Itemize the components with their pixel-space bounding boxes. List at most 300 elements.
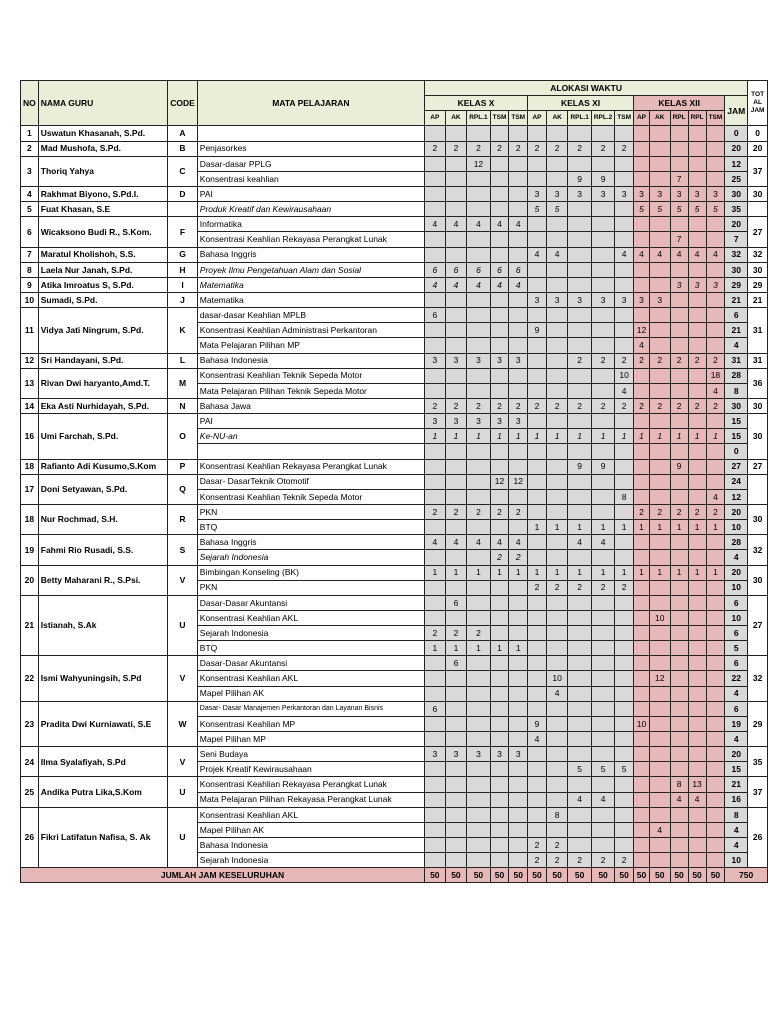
hour-cell: [467, 716, 490, 731]
teacher-no: 12: [21, 353, 39, 368]
hour-cell: [591, 732, 614, 747]
header-subcol: AK: [445, 111, 467, 126]
hour-cell: 6: [425, 308, 446, 323]
hour-cell: [568, 838, 591, 853]
hour-cell: 1: [670, 520, 688, 535]
hour-cell: [568, 202, 591, 217]
hour-cell: [591, 338, 614, 353]
teacher-no: 10: [21, 292, 39, 307]
hour-cell: [490, 323, 509, 338]
hour-cell: 3: [490, 414, 509, 429]
hour-cell: 1: [688, 520, 706, 535]
hour-cell: 6: [425, 262, 446, 277]
hour-cell: [528, 792, 547, 807]
hour-cell: [649, 777, 670, 792]
header-kelas-xii: KELAS XII: [634, 96, 725, 111]
hour-cell: [445, 777, 467, 792]
hour-cell: [467, 444, 490, 459]
hour-cell: [467, 671, 490, 686]
hour-cell: [490, 459, 509, 474]
hour-cell: [490, 383, 509, 398]
hour-cell: [706, 626, 725, 641]
hour-cell: 1: [615, 565, 634, 580]
hour-cell: [467, 489, 490, 504]
hour-cell: [568, 595, 591, 610]
subject-jam: 4: [725, 822, 748, 837]
hour-cell: [634, 308, 650, 323]
hour-cell: [615, 686, 634, 701]
footer-cell: 50: [706, 868, 725, 883]
hour-cell: [688, 641, 706, 656]
hour-cell: [649, 747, 670, 762]
table-row: [21, 277, 768, 292]
table-row: [21, 777, 768, 792]
hour-cell: 2: [615, 580, 634, 595]
hour-cell: 5: [615, 762, 634, 777]
hour-cell: 4: [509, 277, 528, 292]
teacher-total: 31: [748, 353, 768, 368]
hour-cell: [649, 126, 670, 141]
hour-cell: [615, 550, 634, 565]
teacher-no: 2: [21, 141, 39, 156]
hour-cell: [528, 368, 547, 383]
hour-cell: [568, 777, 591, 792]
hour-cell: [490, 822, 509, 837]
hour-cell: [615, 822, 634, 837]
hour-cell: 1: [425, 429, 446, 444]
hour-cell: [546, 217, 568, 232]
hour-cell: 2: [706, 398, 725, 413]
hour-cell: [568, 323, 591, 338]
hour-cell: 2: [546, 838, 568, 853]
hour-cell: 2: [467, 504, 490, 519]
hour-cell: [706, 126, 725, 141]
hour-cell: 4: [490, 535, 509, 550]
teacher-name: Ismi Wahyuningsih, S.Pd: [38, 656, 167, 701]
hour-cell: [445, 368, 467, 383]
hour-cell: [688, 338, 706, 353]
hour-cell: [509, 701, 528, 716]
hour-cell: [490, 126, 509, 141]
hour-cell: [509, 202, 528, 217]
hour-cell: 3: [509, 414, 528, 429]
teacher-name: Laela Nur Janah, S.Pd.: [38, 262, 167, 277]
hour-cell: [591, 595, 614, 610]
hour-cell: [591, 656, 614, 671]
teacher-code: J: [168, 292, 198, 307]
table-row: [21, 141, 768, 156]
teacher-no: 1: [21, 126, 39, 141]
hour-cell: 4: [528, 247, 547, 262]
hour-cell: 2: [528, 398, 547, 413]
hour-cell: [688, 292, 706, 307]
hour-cell: [425, 171, 446, 186]
hour-cell: [706, 414, 725, 429]
hour-cell: 3: [634, 292, 650, 307]
hour-cell: [649, 762, 670, 777]
hour-cell: 1: [490, 641, 509, 656]
hour-cell: [591, 807, 614, 822]
hour-cell: 2: [445, 504, 467, 519]
subject-name: Konsentrasi Keahlian Rekayasa Perangkat Lunak: [197, 777, 424, 792]
hour-cell: [425, 232, 446, 247]
hour-cell: [546, 701, 568, 716]
hour-cell: [688, 141, 706, 156]
hour-cell: [706, 595, 725, 610]
subject-name: PKN: [197, 580, 424, 595]
hour-cell: [509, 807, 528, 822]
hour-cell: [546, 353, 568, 368]
header-no: NO: [21, 81, 39, 126]
hour-cell: 1: [634, 520, 650, 535]
header-subcol: TSM: [509, 111, 528, 126]
hour-cell: [634, 701, 650, 716]
header-kelas-x: KELAS X: [425, 96, 528, 111]
hour-cell: 3: [670, 277, 688, 292]
hour-cell: [670, 626, 688, 641]
table-row: [21, 308, 768, 323]
hour-cell: [634, 368, 650, 383]
subject-jam: 8: [725, 807, 748, 822]
hour-cell: [706, 777, 725, 792]
hour-cell: [634, 610, 650, 625]
hour-cell: 4: [467, 277, 490, 292]
hour-cell: 10: [615, 368, 634, 383]
hour-cell: 4: [670, 792, 688, 807]
hour-cell: [568, 732, 591, 747]
hour-cell: [445, 171, 467, 186]
hour-cell: 1: [568, 429, 591, 444]
hour-cell: 4: [509, 535, 528, 550]
hour-cell: [528, 444, 547, 459]
hour-cell: [546, 262, 568, 277]
hour-cell: [649, 262, 670, 277]
subject-name: Seni Budaya: [197, 747, 424, 762]
hour-cell: [568, 232, 591, 247]
hour-cell: 3: [490, 353, 509, 368]
hour-cell: [445, 732, 467, 747]
footer-cell: 50: [509, 868, 528, 883]
hour-cell: 2: [490, 504, 509, 519]
subject-jam: 25: [725, 171, 748, 186]
hour-cell: [528, 308, 547, 323]
header-nama-guru: NAMA GURU: [38, 81, 167, 126]
teacher-name: Umi Farchah, S.Pd.: [38, 414, 167, 459]
hour-cell: [546, 414, 568, 429]
subject-jam: 27: [725, 459, 748, 474]
subject-name: Sejarah Indonesia: [197, 853, 424, 868]
subject-name: Konsentrasi Keahlian AKL: [197, 807, 424, 822]
hour-cell: [467, 656, 490, 671]
subject-jam: 0: [725, 126, 748, 141]
hour-cell: [490, 671, 509, 686]
hour-cell: 1: [490, 429, 509, 444]
hour-cell: [528, 762, 547, 777]
hour-cell: [670, 338, 688, 353]
teacher-no: 7: [21, 247, 39, 262]
hour-cell: 10: [649, 610, 670, 625]
header-code: CODE: [168, 81, 198, 126]
hour-cell: 6: [445, 595, 467, 610]
hour-cell: [670, 762, 688, 777]
hour-cell: [649, 383, 670, 398]
teacher-total: 29: [748, 277, 768, 292]
subject-name: Konsentrasi Keahlian MP: [197, 716, 424, 731]
header-subcol: TSM: [490, 111, 509, 126]
hour-cell: 3: [670, 186, 688, 201]
hour-cell: [490, 338, 509, 353]
hour-cell: [670, 292, 688, 307]
hour-cell: 4: [568, 792, 591, 807]
subject-name: Mata Pelajaran Pilihan Teknik Sepeda Motor: [197, 383, 424, 398]
hour-cell: [509, 186, 528, 201]
hour-cell: [490, 186, 509, 201]
footer-cell: 50: [615, 868, 634, 883]
hour-cell: [649, 838, 670, 853]
hour-cell: [634, 383, 650, 398]
subject-name: PAI: [197, 414, 424, 429]
hour-cell: 3: [425, 414, 446, 429]
hour-cell: 4: [425, 535, 446, 550]
table-row: [21, 292, 768, 307]
hour-cell: 9: [670, 459, 688, 474]
hour-cell: [649, 171, 670, 186]
teacher-total: 26: [748, 807, 768, 868]
subject-name: Dasar-Dasar Akuntansi: [197, 656, 424, 671]
hour-cell: [706, 262, 725, 277]
hour-cell: 4: [546, 247, 568, 262]
hour-cell: [568, 368, 591, 383]
hour-cell: [509, 308, 528, 323]
hour-cell: 1: [445, 565, 467, 580]
hour-cell: [509, 610, 528, 625]
hour-cell: [634, 171, 650, 186]
hour-cell: 4: [634, 247, 650, 262]
hour-cell: [509, 292, 528, 307]
hour-cell: 4: [591, 792, 614, 807]
table-row: [21, 656, 768, 671]
subject-name: Dasar- DasarTeknik Otomotif: [197, 474, 424, 489]
hour-cell: [670, 686, 688, 701]
subject-name: Konsentrasi Keahlian AKL: [197, 610, 424, 625]
hour-cell: [528, 126, 547, 141]
table-row: [21, 353, 768, 368]
hour-cell: 8: [546, 807, 568, 822]
hour-cell: [688, 383, 706, 398]
hour-cell: 12: [634, 323, 650, 338]
hour-cell: [706, 838, 725, 853]
hour-cell: [688, 747, 706, 762]
hour-cell: [509, 338, 528, 353]
hour-cell: 1: [591, 429, 614, 444]
hour-cell: 2: [568, 580, 591, 595]
teacher-no: 24: [21, 747, 39, 777]
hour-cell: [445, 762, 467, 777]
teacher-no: 18: [21, 459, 39, 474]
hour-cell: [425, 777, 446, 792]
subject-jam: 20: [725, 141, 748, 156]
header-kelas-xi: KELAS XI: [528, 96, 634, 111]
header-subcol: TSM: [615, 111, 634, 126]
hour-cell: [634, 822, 650, 837]
table-row: [21, 459, 768, 474]
hour-cell: 2: [615, 853, 634, 868]
hour-cell: [649, 217, 670, 232]
hour-cell: 2: [591, 141, 614, 156]
teacher-name: Sumadi, S.Pd.: [38, 292, 167, 307]
hour-cell: [706, 141, 725, 156]
subject-jam: 32: [725, 247, 748, 262]
hour-cell: 2: [467, 141, 490, 156]
hour-cell: 1: [615, 520, 634, 535]
hour-cell: 2: [649, 504, 670, 519]
hour-cell: [649, 853, 670, 868]
hour-cell: [568, 474, 591, 489]
hour-cell: [649, 308, 670, 323]
hour-cell: 5: [591, 762, 614, 777]
hour-cell: [634, 792, 650, 807]
hour-cell: 6: [425, 701, 446, 716]
header-subcol: RPL.1: [467, 111, 490, 126]
hour-cell: [688, 807, 706, 822]
footer-cell: 50: [634, 868, 650, 883]
hour-cell: [649, 716, 670, 731]
hour-cell: [615, 277, 634, 292]
hour-cell: 4: [670, 247, 688, 262]
hour-cell: [615, 671, 634, 686]
hour-cell: [467, 762, 490, 777]
hour-cell: [467, 459, 490, 474]
hour-cell: 4: [546, 686, 568, 701]
hour-cell: [509, 520, 528, 535]
hour-cell: 5: [670, 202, 688, 217]
hour-cell: 6: [467, 262, 490, 277]
hour-cell: [688, 444, 706, 459]
hour-cell: 4: [634, 338, 650, 353]
hour-cell: [546, 595, 568, 610]
hour-cell: [670, 368, 688, 383]
hour-cell: [528, 338, 547, 353]
teacher-code: R: [168, 504, 198, 534]
subject-name: Konsentrasi Keahlian Teknik Sepeda Motor: [197, 368, 424, 383]
hour-cell: 1: [591, 520, 614, 535]
hour-cell: [670, 838, 688, 853]
hour-cell: 3: [591, 186, 614, 201]
hour-cell: [509, 232, 528, 247]
teacher-code: B: [168, 141, 198, 156]
teacher-total: 27: [748, 459, 768, 474]
hour-cell: [528, 353, 547, 368]
subject-jam: 15: [725, 762, 748, 777]
hour-cell: 1: [509, 565, 528, 580]
hour-cell: [591, 262, 614, 277]
hour-cell: [546, 716, 568, 731]
hour-cell: [649, 323, 670, 338]
hour-cell: [425, 459, 446, 474]
hour-cell: [528, 383, 547, 398]
teacher-code: [168, 202, 198, 217]
footer-row: [21, 868, 768, 883]
table-row: [21, 186, 768, 201]
table-row: [21, 747, 768, 762]
hour-cell: [425, 444, 446, 459]
hour-cell: 3: [615, 292, 634, 307]
hour-cell: 2: [445, 626, 467, 641]
table-row: [21, 368, 768, 383]
hour-cell: [649, 141, 670, 156]
teacher-code: M: [168, 368, 198, 398]
hour-cell: [670, 550, 688, 565]
subject-name: [197, 444, 424, 459]
hour-cell: 2: [528, 141, 547, 156]
hour-cell: [706, 716, 725, 731]
subject-jam: 4: [725, 338, 748, 353]
teacher-name: Uswatun Khasanah, S.Pd.: [38, 126, 167, 141]
hour-cell: 6: [490, 262, 509, 277]
hour-cell: 4: [445, 535, 467, 550]
table-row: [21, 126, 768, 141]
teacher-total: 30: [748, 262, 768, 277]
footer-cell: 50: [528, 868, 547, 883]
hour-cell: 12: [467, 156, 490, 171]
teacher-total: 20: [748, 141, 768, 156]
hour-cell: [688, 853, 706, 868]
hour-cell: 2: [634, 353, 650, 368]
teacher-code: V: [168, 747, 198, 777]
hour-cell: [649, 277, 670, 292]
hour-cell: [634, 747, 650, 762]
hour-cell: 9: [591, 171, 614, 186]
hour-cell: 3: [706, 186, 725, 201]
hour-cell: [591, 202, 614, 217]
hour-cell: [688, 838, 706, 853]
hour-cell: [425, 247, 446, 262]
hour-cell: 3: [649, 186, 670, 201]
hour-cell: [615, 626, 634, 641]
subject-name: PAI: [197, 186, 424, 201]
hour-cell: [546, 626, 568, 641]
subject-jam: 30: [725, 398, 748, 413]
hour-cell: [490, 701, 509, 716]
hour-cell: [688, 217, 706, 232]
hour-cell: [467, 792, 490, 807]
teacher-code: L: [168, 353, 198, 368]
teacher-name: Nur Rochmad, S.H.: [38, 504, 167, 534]
hour-cell: [670, 580, 688, 595]
subject-name: Penjasorkes: [197, 141, 424, 156]
hour-cell: [670, 535, 688, 550]
hour-cell: 2: [509, 550, 528, 565]
hour-cell: [706, 747, 725, 762]
hour-cell: 1: [528, 520, 547, 535]
hour-cell: 1: [688, 565, 706, 580]
hour-cell: 2: [688, 398, 706, 413]
hour-cell: [528, 277, 547, 292]
hour-cell: 9: [528, 323, 547, 338]
hour-cell: [649, 550, 670, 565]
hour-cell: [615, 156, 634, 171]
hour-cell: [467, 807, 490, 822]
hour-cell: [591, 610, 614, 625]
hour-cell: 2: [546, 141, 568, 156]
hour-cell: [568, 308, 591, 323]
hour-cell: 4: [688, 792, 706, 807]
hour-cell: 1: [649, 429, 670, 444]
hour-cell: 6: [509, 262, 528, 277]
header-subcol: RPL.2: [591, 111, 614, 126]
hour-cell: [546, 792, 568, 807]
hour-cell: [634, 535, 650, 550]
